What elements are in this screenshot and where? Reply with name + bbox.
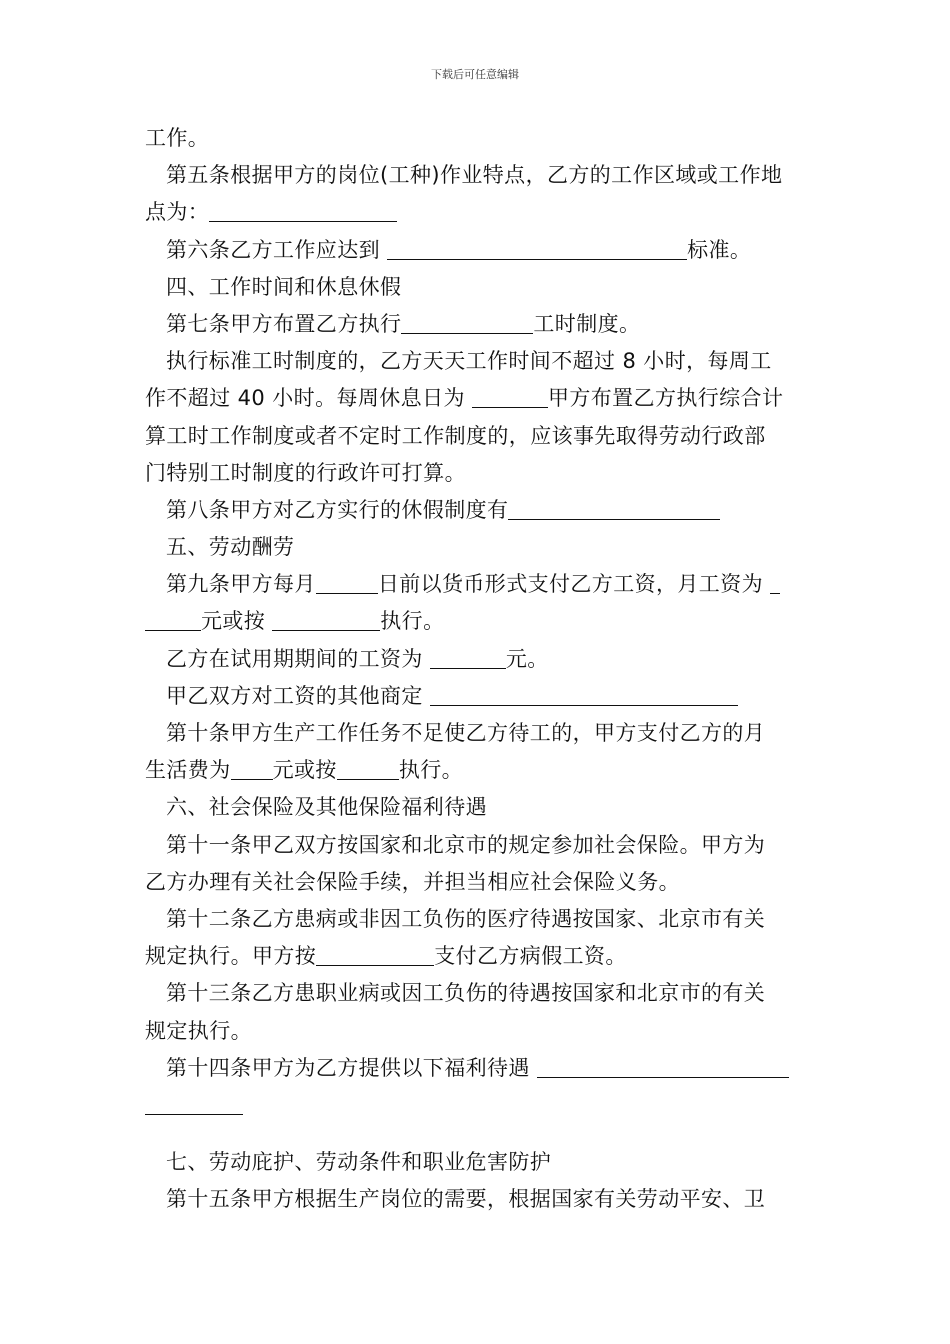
text: 生活费为 xyxy=(145,758,231,783)
contract-body xyxy=(145,120,810,1218)
text-line xyxy=(145,343,810,380)
text: 执行标准工时制度的，乙方天天工作时间不超过 8 小时，每周工 xyxy=(166,349,772,374)
text: 第十条甲方生产工作任务不足使乙方待工的，甲方支付乙方的月 xyxy=(166,721,766,745)
text: 执行。 xyxy=(380,609,445,634)
text: 甲方布置乙方执行综合计 xyxy=(547,386,784,411)
clause-6 xyxy=(145,232,810,269)
blank-field[interactable] xyxy=(337,757,399,780)
text-line xyxy=(145,864,810,901)
text: 甲乙双方对工资的其他商定 xyxy=(166,683,423,708)
section-heading xyxy=(145,269,810,306)
text: 执行。 xyxy=(398,758,464,783)
text: 算工时工作制度或者不定时工作制度的，应该事先取得劳动行政部 xyxy=(145,423,766,448)
text: 第十二条乙方患病或非因工负伤的医疗待遇按国家、北京市有关 xyxy=(166,906,766,931)
clause-13 xyxy=(145,975,810,1012)
text: 第十三条乙方患职业病或因工负伤的待遇按国家和北京市的有关 xyxy=(166,981,766,1006)
clause-7 xyxy=(145,306,810,343)
text: 第八条甲方对乙方实行的休假制度有 xyxy=(166,497,509,522)
text-line xyxy=(145,641,810,678)
blank-field[interactable] xyxy=(209,199,397,222)
text-line xyxy=(145,418,810,455)
text-line xyxy=(145,380,810,417)
text-line xyxy=(145,678,810,715)
text: 七、劳动庇护、劳动条件和职业危害防护 xyxy=(166,1150,552,1175)
text-line xyxy=(145,1087,810,1124)
text: 工作。 xyxy=(145,126,210,150)
text: 第六条乙方工作应达到 xyxy=(166,237,380,262)
spacer xyxy=(145,1124,810,1144)
text-line xyxy=(145,752,810,789)
text: 规定执行。甲方按 xyxy=(145,944,317,969)
text: 元。 xyxy=(505,646,549,671)
text: 五、劳动酬劳 xyxy=(166,535,295,560)
clause-9 xyxy=(145,566,810,603)
section-heading xyxy=(145,789,810,826)
clause-10 xyxy=(145,715,810,752)
blank-field[interactable] xyxy=(316,943,434,966)
text: 第十五条甲方根据生产岗位的需要，根据国家有关劳动平安、卫 xyxy=(166,1187,766,1212)
blank-field[interactable] xyxy=(387,237,687,260)
text: 第五条根据甲方的岗位(工种)作业特点，乙方的工作区域或工作地 xyxy=(166,163,783,188)
blank-field[interactable] xyxy=(231,757,273,780)
text: 支付乙方病假工资。 xyxy=(434,944,627,969)
text: 元或按 xyxy=(201,609,266,634)
blank-field[interactable] xyxy=(145,1092,243,1115)
blank-field[interactable] xyxy=(770,571,780,594)
text: 第七条甲方布置乙方执行 xyxy=(166,311,402,336)
text: 规定执行。 xyxy=(145,1018,252,1043)
text: 门特别工时制度的行政许可打算。 xyxy=(145,460,466,485)
text: 第十四条甲方为乙方提供以下福利待遇 xyxy=(166,1055,530,1080)
clause-14 xyxy=(145,1050,810,1087)
section-heading xyxy=(145,1144,810,1181)
blank-field[interactable] xyxy=(430,683,738,706)
blank-field[interactable] xyxy=(401,311,533,334)
clause-15 xyxy=(145,1181,810,1218)
text-line xyxy=(145,938,810,975)
text: 标准。 xyxy=(687,237,752,262)
text-line xyxy=(145,120,810,157)
text: 第九条甲方每月 xyxy=(166,572,316,597)
clause-8 xyxy=(145,492,810,529)
text: 点为： xyxy=(145,200,210,225)
text-line xyxy=(145,603,810,640)
text: 作不超过 40 小时。每周休息日为 xyxy=(145,386,465,411)
blank-field[interactable] xyxy=(430,646,506,669)
text: 第十一条甲乙双方按国家和北京市的规定参加社会保险。甲方为 xyxy=(166,832,766,857)
blank-field[interactable] xyxy=(272,608,380,631)
text: 四、工作时间和休息休假 xyxy=(166,274,402,299)
blank-field[interactable] xyxy=(508,497,720,520)
text: 六、社会保险及其他保险福利待遇 xyxy=(166,795,487,820)
text-line xyxy=(145,194,810,231)
blank-field[interactable] xyxy=(537,1055,789,1078)
text: 工时制度。 xyxy=(533,311,641,336)
clause-12 xyxy=(145,901,810,938)
blank-field[interactable] xyxy=(145,608,201,631)
text: 乙方在试用期期间的工资为 xyxy=(166,646,423,671)
blank-field[interactable] xyxy=(316,571,378,594)
text-line xyxy=(145,1013,810,1050)
text: 元或按 xyxy=(272,758,337,783)
page-header-note: 下载后可任意编辑 xyxy=(431,68,519,81)
blank-field[interactable] xyxy=(472,385,548,408)
clause-11 xyxy=(145,827,810,864)
text: 乙方办理有关社会保险手续，并担当相应社会保险义务。 xyxy=(145,869,680,894)
text: 日前以货币形式支付乙方工资，月工资为 xyxy=(377,572,764,597)
section-heading xyxy=(145,529,810,566)
clause-5 xyxy=(145,157,810,194)
text-line xyxy=(145,455,810,492)
